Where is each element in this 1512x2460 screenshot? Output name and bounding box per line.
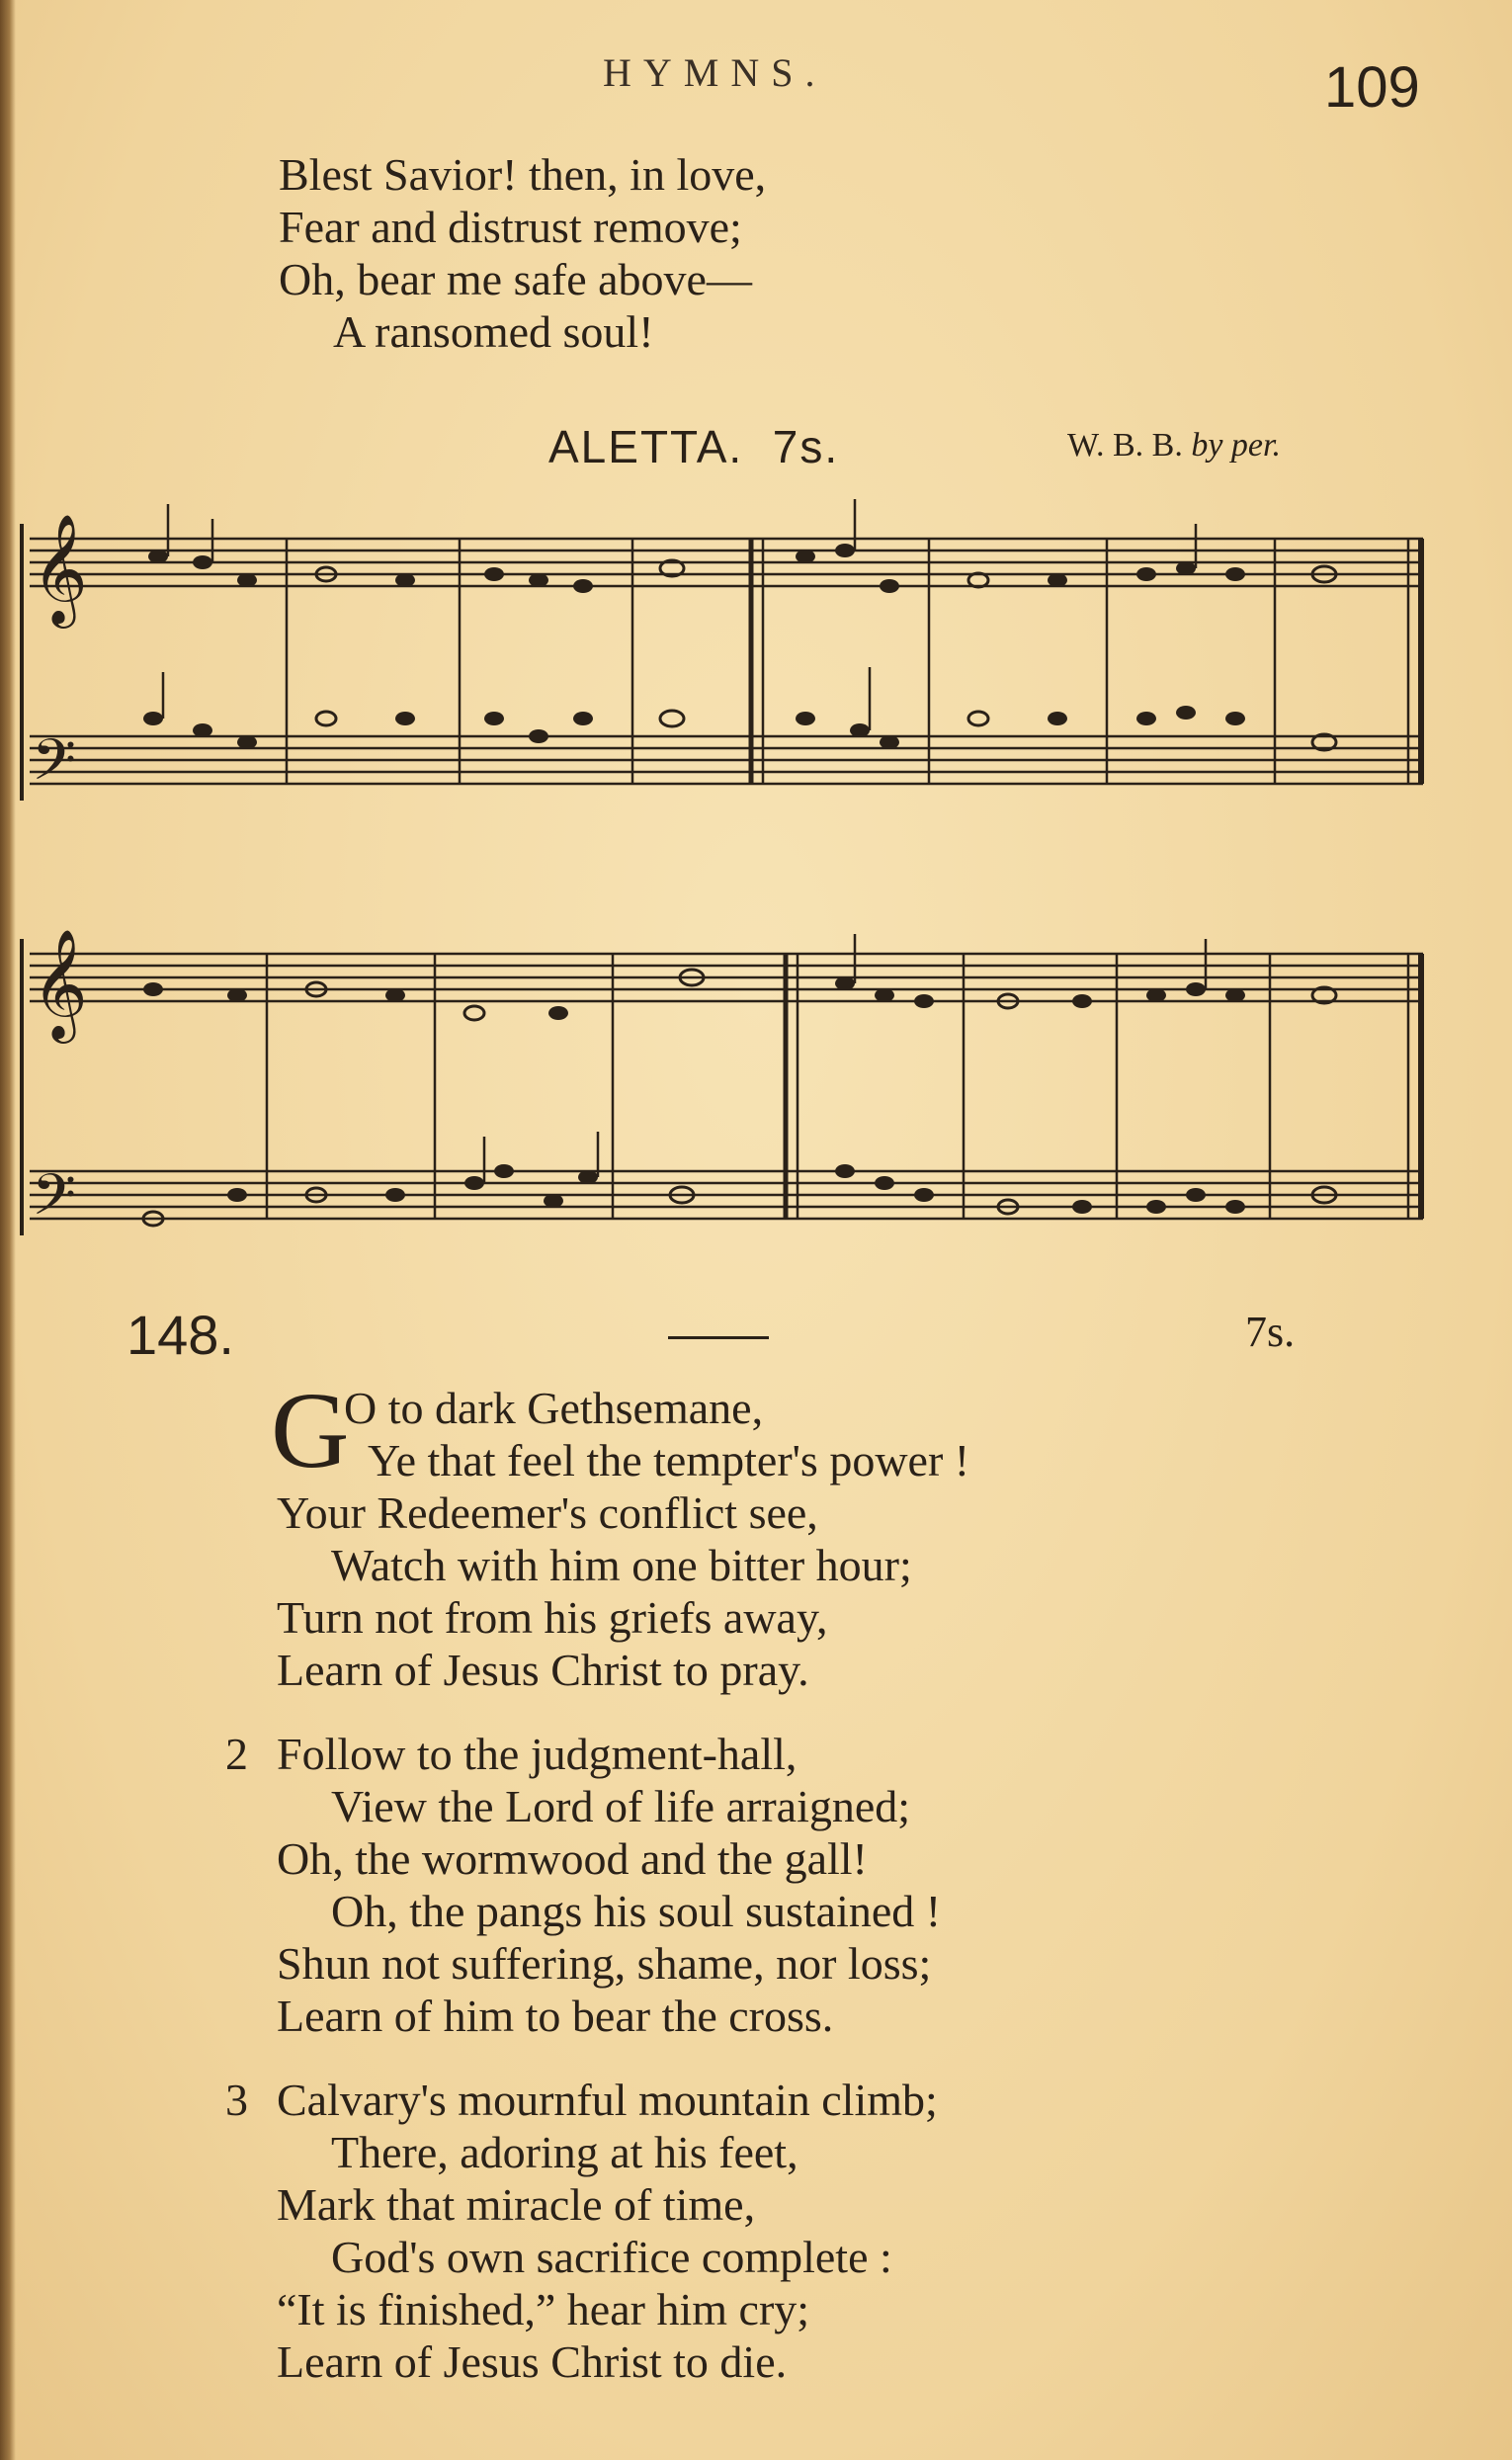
verse-line: View the Lord of life arraigned; — [331, 1781, 911, 1831]
verse-line — [225, 2074, 938, 2126]
verse-line: There, adoring at his feet, — [331, 2127, 798, 2177]
verse-line — [225, 1728, 941, 1780]
verse-line: A ransomed soul! — [333, 306, 654, 357]
tune-name: ALETTA. — [548, 421, 744, 472]
hymn-divider — [668, 1336, 769, 1339]
stanza-2 — [225, 1728, 942, 2042]
verse-line-text: O to dark Gethsemane, — [344, 1383, 764, 1433]
verse-line: Ye that feel the tempter's power ! — [368, 1435, 970, 1485]
verse-line: Blest Savior! then, in love, — [279, 149, 767, 200]
verse-line: Fear and distrust remove; — [279, 202, 742, 252]
verse-line: Turn not from his griefs away, — [277, 1592, 828, 1643]
barlines-system-2 — [267, 954, 1421, 1219]
tune-meter: 7s. — [772, 421, 840, 472]
bass-clef-icon: 𝄢 — [32, 726, 77, 807]
verse-line: Mark that miracle of time, — [277, 2179, 756, 2230]
page-number: 109 — [1324, 55, 1420, 120]
tune-attribution — [1067, 427, 1281, 465]
hymn-meter: 7s. — [1245, 1308, 1296, 1356]
bass-clef-icon: 𝄢 — [32, 1161, 77, 1242]
music-score — [0, 484, 1512, 1275]
verse-line: Your Redeemer's conflict see, — [277, 1487, 818, 1538]
hymn-number: 148. — [126, 1304, 234, 1366]
verse-line-text: Calvary's mournful mountain climb; — [277, 2075, 938, 2125]
verse-line-text: Follow to the judgment-hall, — [277, 1729, 798, 1779]
drop-cap: G — [271, 1370, 350, 1490]
stanza-number: 3 — [225, 2075, 248, 2125]
notes-system-1-bass — [143, 706, 1336, 750]
verse-line: “It is finished,” hear him cry; — [277, 2284, 810, 2334]
verse-line: Oh, the pangs his soul sustained ! — [331, 1886, 942, 1936]
verse-line: God's own sacrifice complete : — [331, 2232, 892, 2282]
verse-line: Shun not suffering, shame, nor loss; — [277, 1938, 932, 1989]
verse-line: Oh, the wormwood and the gall! — [277, 1833, 868, 1884]
treble-clef-icon: 𝄞 — [32, 928, 88, 1039]
treble-clef-icon: 𝄞 — [32, 513, 88, 624]
verse-line: Watch with him one bitter hour; — [331, 1540, 912, 1590]
stanza-number: 2 — [225, 1729, 248, 1779]
top-stanza — [279, 148, 766, 358]
verse-line: Learn of Jesus Christ to pray. — [277, 1645, 809, 1695]
stanza-1 — [271, 1370, 970, 1696]
stanza-3 — [225, 2074, 938, 2388]
verse-line: Learn of him to bear the cross. — [277, 1991, 834, 2041]
note-stems — [163, 499, 1206, 1183]
attribution-note: by per. — [1191, 427, 1281, 464]
tune-title — [548, 420, 839, 473]
verse-line: Learn of Jesus Christ to die. — [277, 2336, 788, 2387]
verse-line: Oh, bear me safe above— — [279, 254, 752, 304]
attribution-initials: W. B. B. — [1067, 427, 1183, 464]
running-header: HYMNS. — [603, 50, 827, 95]
